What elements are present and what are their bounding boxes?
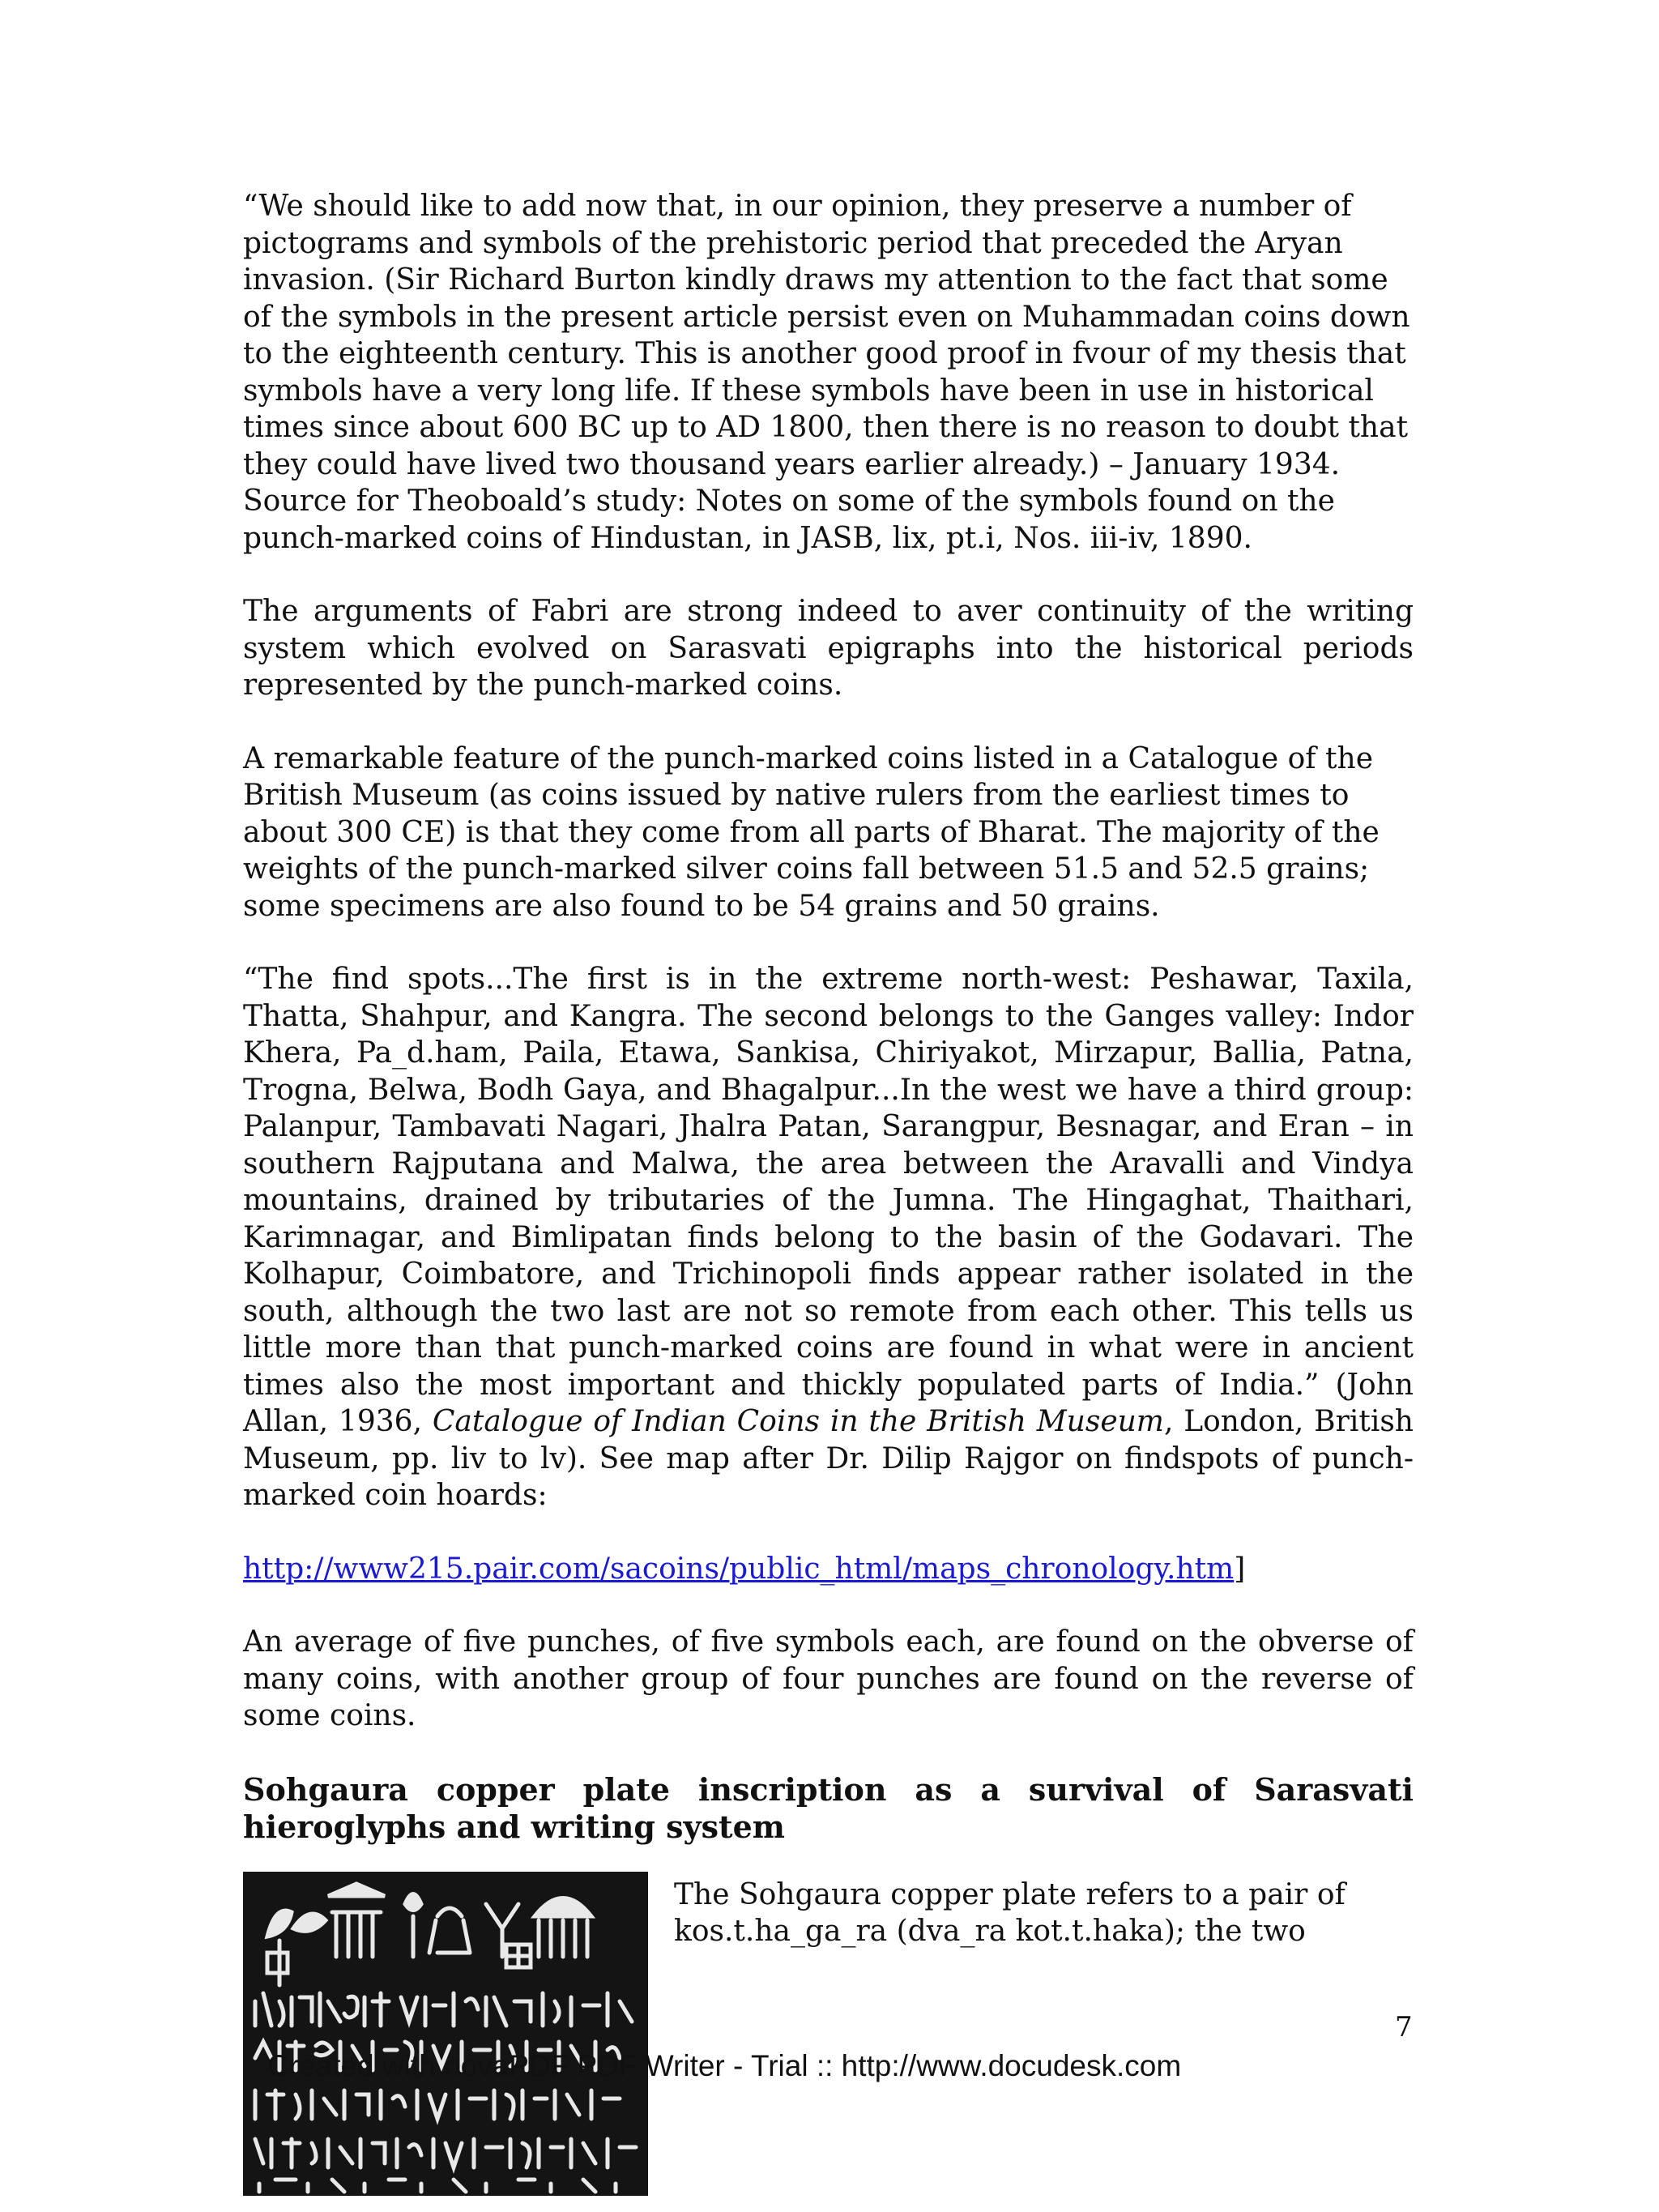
paragraph-fabri-arguments: The arguments of Fabri are strong indeed to aver continuity of the writing system which evolved on Sarasvati epigraphs into the historical periods represented by the punch-marked coins. <box>243 595 1414 702</box>
find-spots-text: “The find spots...The first is in the extreme north-west: Peshawar, Taxila, Thatta, Shahpur, and Kangra. The second belongs to the Ganges valley: Indor Khera, Pa_d.ham, Paila, Etawa, Sankisa, Chiriyakot, Mirzapur, Ballia, Patna, Trogna, Belwa, Bodh Gaya, and Bhagalpur...In the west we have a third group: Palanpur, Tambavati Nagari, Jhalra Patan, Sarangpur, Besnagar, and Eran – in southern Rajputana and Malwa, the area between the Aravalli and Vindya mountains, drained by tributaries of the Jumna. The Hingaghat, Thaithari, Karimnagar, and Bimlipatan finds belong to the basin of the Godavari. The Kolhapur, Coimbatore, and Trichinopoli finds appear rather isolated in the south, although the two last are not so remote from each other. This tells us little more than that punch-marked coins are found in what were in ancient times also the most important and thickly populated parts of India.” (John Allan, 1936, <box>243 963 1414 1438</box>
paragraph-quote-fabri: “We should like to add now that, in our opinion, they preserve a number of pictograms and symbols of the prehistoric period that preceded the Aryan invasion. (Sir Richard Burton kindly draws my attention to the fact that some of the symbols in the present article persist even on Muhammadan coins down to the eighteenth century. This is another good proof in fvour of my thesis that symbols have a very long life. If these symbols have been in use in historical times since about 600 BC up to AD 1800, then there is no reason to doubt that they could have lived two thousand years earlier already.) – January 1934. Source for Theoboald’s study: Notes on some of the symbols found on the punch-marked coins of Hindustan, in JASB, lix, pt.i, Nos. iii-iv, 1890. <box>243 190 1410 555</box>
pdf-writer-watermark: Created with novaPDF PDF Writer - Trial :: http://www.docudesk.com <box>267 2049 1182 2082</box>
paragraph-punches: An average of five punches, of five symbols each, are found on the obverse of many coins, with another group of four punches are found on the reverse of some coins. <box>243 1625 1414 1732</box>
figure-row <box>243 1872 1414 2212</box>
paragraph-link <box>243 1551 1414 1588</box>
paragraph-british-museum: A remarkable feature of the punch-marked coins listed in a Catalogue of the British Museum (as coins issued by native rulers from the earliest times to about 300 CE) is that they come from all parts of Bharat. The majority of the weights of the punch-marked silver coins fall between 51.5 and 52.5 grains; some specimens are also found to be 54 grains and 50 grains. <box>243 741 1380 923</box>
paragraph-find-spots <box>243 961 1414 1514</box>
catalogue-title: Catalogue of Indian Coins in the British Museum <box>432 1405 1164 1438</box>
page-content <box>243 188 1414 2212</box>
section-heading: Sohgaura copper plate inscription as a survival of Sarasvati hieroglyphs and writing system <box>243 1770 1414 1845</box>
copper-plate-description: The Sohgaura copper plate refers to a pair of kos.t.ha_ga_ra (dva_ra kot.t.haka); the two <box>674 1877 1346 1948</box>
maps-chronology-link[interactable]: http://www215.pair.com/sacoins/public_html/maps_chronology.htm <box>243 1552 1235 1586</box>
find-spots-citation: , London, British Museum, pp. liv to lv). See map after Dr. Dilip Rajgor on findspots of punch-marked coin hoards: <box>243 1405 1414 1512</box>
link-closing-bracket: ] <box>1234 1552 1246 1586</box>
page-number: 7 <box>1395 2011 1413 2043</box>
